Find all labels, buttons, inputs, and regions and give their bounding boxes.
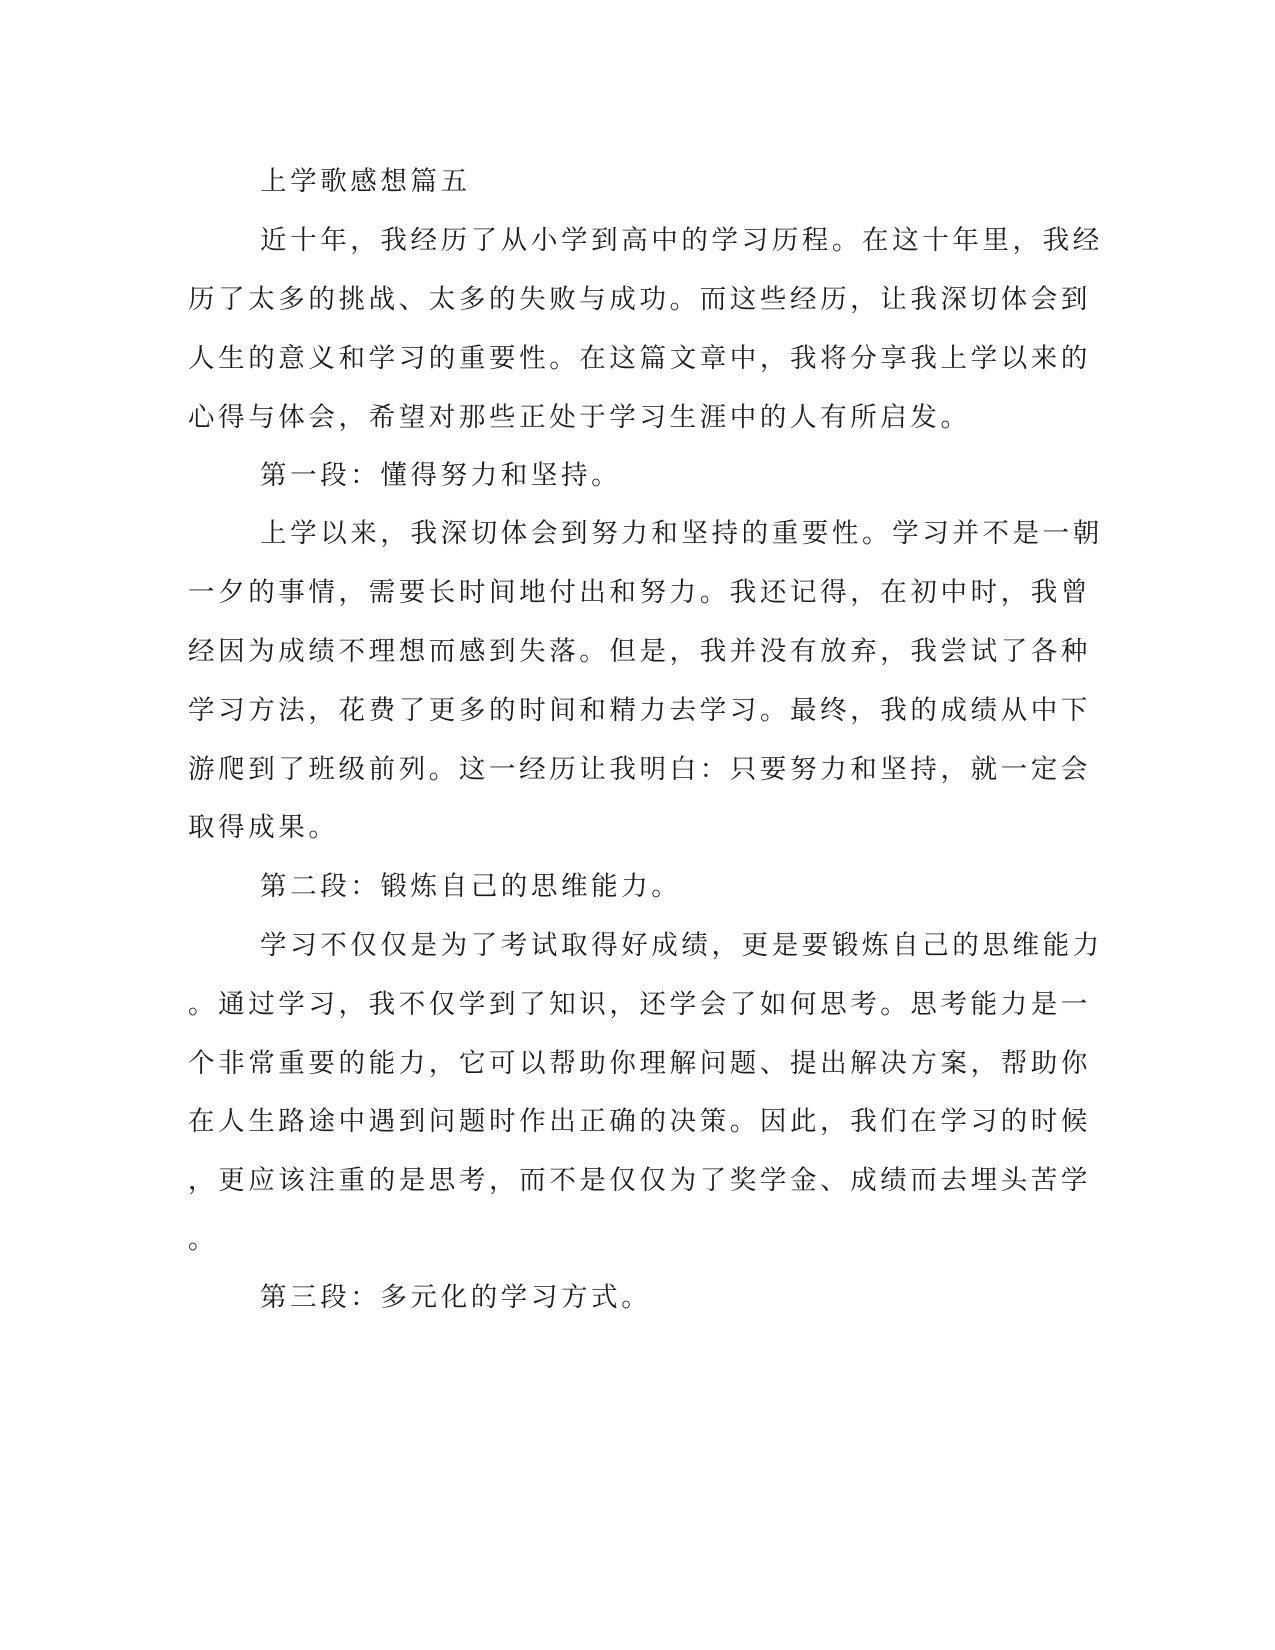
paragraph-line: 学习方法，花费了更多的时间和精力去学习。最终，我的成绩从中下	[188, 695, 1091, 726]
paragraph-line: 人生的意义和学习的重要性。在这篇文章中，我将分享我上学以来的	[188, 343, 1091, 374]
paragraph-line: 经因为成绩不理想而感到失落。但是，我并没有放弃，我尝试了各种	[188, 636, 1091, 667]
paragraph-line: 个非常重要的能力，它可以帮助你理解问题、提出解决方案，帮助你	[188, 1048, 1091, 1079]
section-heading: 第三段：多元化的学习方式。	[260, 1282, 652, 1313]
section-heading: 第一段：懂得努力和坚持。	[260, 460, 622, 491]
paragraph-line: 历了太多的挑战、太多的失败与成功。而这些经历，让我深切体会到	[188, 284, 1091, 315]
paragraph-line: 游爬到了班级前列。这一经历让我明白：只要努力和坚持，就一定会	[188, 754, 1091, 785]
paragraph-line: 取得成果。	[188, 812, 339, 843]
section-heading: 第二段：锻炼自己的思维能力。	[260, 871, 682, 902]
paragraph-line: 一夕的事情，需要长时间地付出和努力。我还记得，在初中时，我曾	[188, 577, 1091, 608]
paragraph-line: 在人生路途中遇到问题时作出正确的决策。因此，我们在学习的时候	[188, 1106, 1091, 1137]
document-title: 上学歌感想篇五	[260, 166, 471, 197]
paragraph-line: ，更应该注重的是思考，而不是仅仅为了奖学金、成绩而去埋头苦学	[188, 1165, 1091, 1196]
paragraph-line: 近十年，我经历了从小学到高中的学习历程。在这十年里，我经	[260, 225, 1103, 256]
paragraph-line: 学习不仅仅是为了考试取得好成绩，更是要锻炼自己的思维能力	[260, 930, 1103, 961]
paragraph-line: 。通过学习，我不仅学到了知识，还学会了如何思考。思考能力是一	[188, 989, 1091, 1020]
paragraph-line: 心得与体会，希望对那些正处于学习生涯中的人有所启发。	[188, 402, 971, 433]
paragraph-line: 。	[188, 1224, 219, 1255]
paragraph-line: 上学以来，我深切体会到努力和坚持的重要性。学习并不是一朝	[260, 518, 1103, 549]
